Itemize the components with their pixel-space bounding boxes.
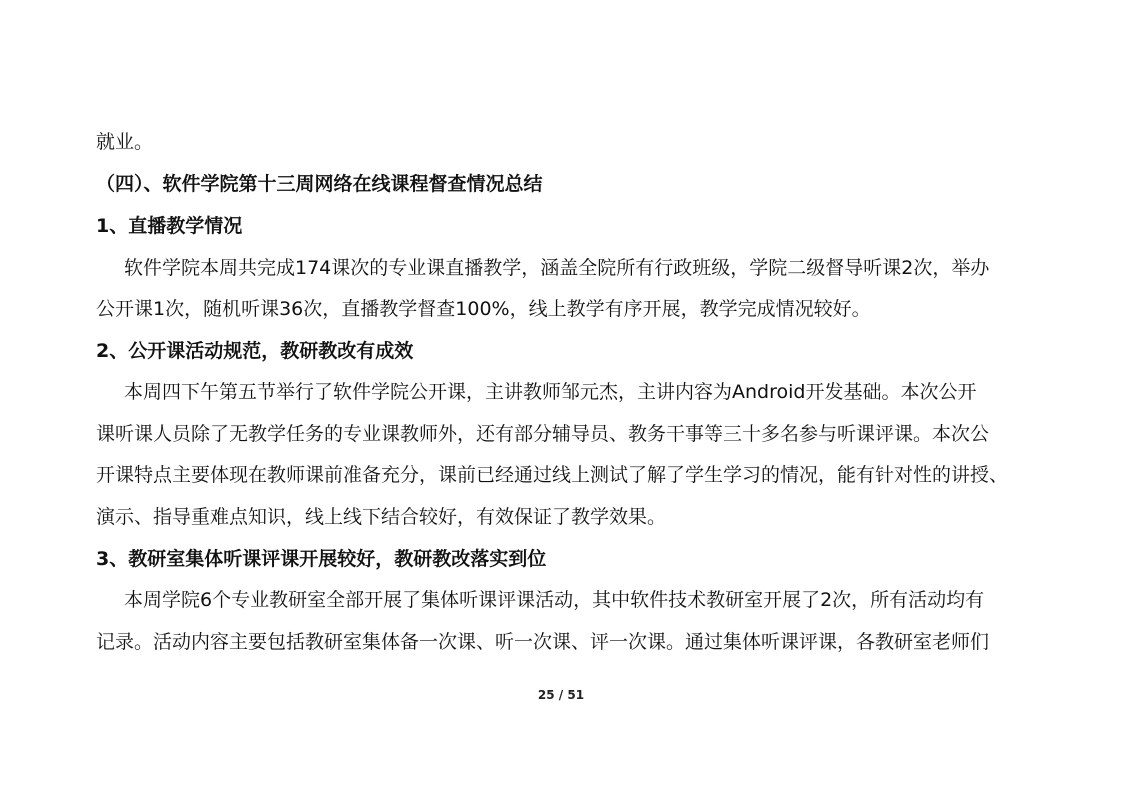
paragraph-line: 本周学院6个专业教研室全部开展了集体听课评课活动，其中软件技术教研室开展了2次，所有活动均有 (124, 589, 985, 611)
paragraph-line: 记录。活动内容主要包括教研室集体备一次课、听一次课、评一次课。通过集体听课评课，各教研室老师们 (96, 631, 990, 653)
paragraph-line: 公开课1次，随机听课36次，直播教学督查100%，线上教学有序开展，教学完成情况较好。 (96, 298, 871, 320)
paragraph-line: 开课特点主要体现在教师课前准备充分，课前已经通过线上测试了解了学生学习的情况，能有针对性的讲授、 (96, 464, 1009, 486)
page-number: 25 / 51 (537, 688, 585, 702)
paragraph-end-line: 就业。 (96, 131, 154, 153)
paragraph-line: 软件学院本周共完成174课次的专业课直播教学，涵盖全院所有行政班级，学院二级督导听课2次，举办 (124, 257, 990, 279)
subheading-live-teaching: 1、直播教学情况 (96, 215, 243, 237)
paragraph-line: 本周四下午第五节举行了软件学院公开课，主讲教师邹元杰，主讲内容为Android开发基础。本次公开 (124, 381, 977, 403)
section-heading: （四）、软件学院第十三周网络在线课程督查情况总结 (96, 173, 543, 195)
subheading-open-class: 2、公开课活动规范，教研教改有成效 (96, 340, 414, 362)
paragraph-line: 演示、指导重难点知识，线上线下结合较好，有效保证了教学效果。 (96, 506, 667, 528)
paragraph-line: 课听课人员除了无教学任务的专业课教师外，还有部分辅导员、教务干事等三十多名参与听课评课。本次公 (96, 423, 990, 445)
subheading-lesson-review: 3、教研室集体听课评课开展较好，教研教改落实到位 (96, 548, 547, 570)
